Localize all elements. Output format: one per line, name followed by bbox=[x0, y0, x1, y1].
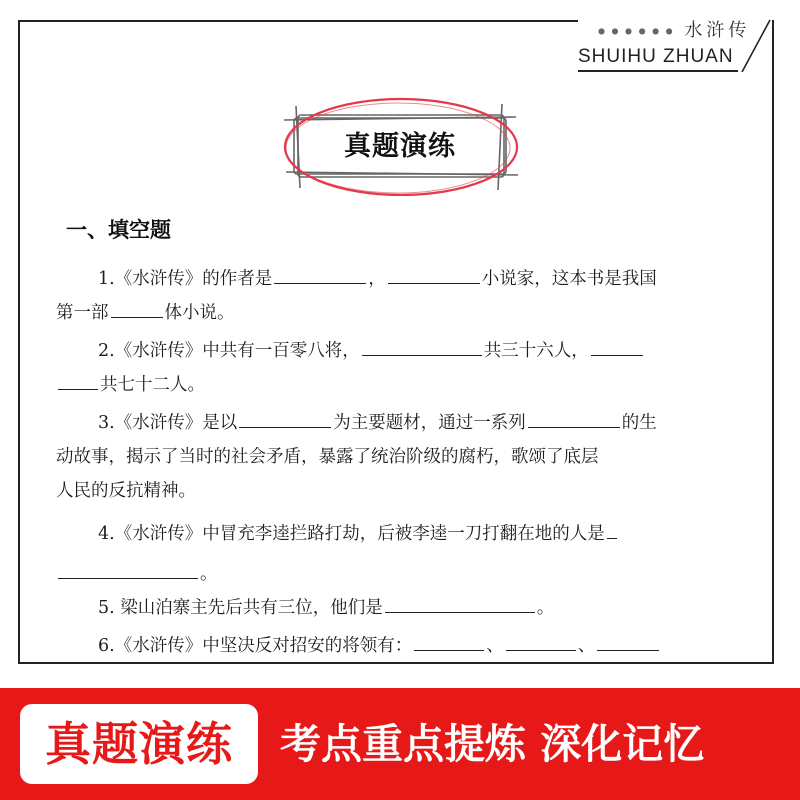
q5-blank-1 bbox=[385, 592, 535, 613]
q3-text-a: 3.《水浒传》是以 bbox=[98, 413, 238, 433]
q5-text-b: 。 bbox=[536, 598, 555, 618]
section-heading: 一、填空题 bbox=[66, 218, 171, 242]
question-2 bbox=[56, 334, 760, 402]
q2-text-c: 共七十二人。 bbox=[100, 375, 205, 395]
q6-blank-2 bbox=[506, 630, 576, 651]
q3-text-c: 的生 bbox=[621, 413, 657, 433]
q6-blank-3 bbox=[597, 630, 659, 651]
q1-text-e: 体小说。 bbox=[164, 303, 235, 323]
q2-text-b: 共三十六人， bbox=[483, 341, 589, 361]
q1-blank-3 bbox=[111, 297, 163, 318]
frame-top-rule bbox=[18, 20, 578, 22]
brand-underline bbox=[578, 70, 738, 72]
banner-slogan: 考点重点提炼 深化记忆 bbox=[280, 720, 705, 768]
question-6 bbox=[56, 629, 760, 663]
brand-slash-ornament bbox=[728, 12, 788, 72]
q4-text-b: 。 bbox=[200, 564, 218, 584]
q1-text-b: ， bbox=[368, 269, 386, 289]
q4-text-a: 4.《水浒传》中冒充李逵拦路打劫，后被李逵一刀打翻在地的人是 bbox=[98, 524, 605, 544]
q2-blank-2b bbox=[58, 369, 98, 390]
q4-blank-a bbox=[607, 518, 617, 539]
q3-blank-2 bbox=[528, 407, 620, 428]
q1-blank-2 bbox=[388, 263, 480, 284]
promo-banner bbox=[0, 688, 800, 800]
page-title: 真题演练 bbox=[344, 131, 456, 162]
brand-english: SHUIHU ZHUAN bbox=[578, 46, 734, 67]
q6-blank-1 bbox=[414, 630, 484, 651]
question-4 bbox=[56, 517, 760, 591]
q4-blank-b bbox=[58, 558, 198, 579]
question-5 bbox=[56, 591, 760, 625]
title-badge bbox=[280, 96, 520, 196]
q2-blank-1 bbox=[362, 335, 482, 356]
question-3 bbox=[56, 406, 760, 508]
q2-text-a: 2.《水浒传》中共有一百零八将， bbox=[98, 341, 360, 361]
q2-blank-2a bbox=[591, 335, 643, 356]
q6-text-a: 6.《水浒传》中坚决反对招安的将领有： bbox=[98, 636, 413, 656]
q1-blank-1 bbox=[274, 263, 366, 284]
dots-ornament: ● ● ● ● ● ● bbox=[598, 26, 675, 36]
q1-text-c: 小说家，这本书是我国 bbox=[481, 269, 657, 289]
q5-text-a: 5. 梁山泊寨主先后共有三位，他们是 bbox=[98, 598, 383, 618]
q3-blank-1 bbox=[239, 407, 331, 428]
q6-text-b: 、 bbox=[486, 636, 504, 656]
brand-chinese-text: 水浒传 bbox=[684, 20, 751, 41]
q3-text-b: 为主要题材，通过一系列 bbox=[333, 413, 526, 433]
q1-text-d: 第一部 bbox=[56, 303, 109, 323]
q1-text-a: 1.《水浒传》的作者是 bbox=[98, 269, 273, 289]
banner-tag: 真题演练 bbox=[20, 704, 258, 784]
q6-text-c: 、 bbox=[577, 636, 596, 656]
question-1 bbox=[56, 262, 760, 330]
q3-text-e: 人民的反抗精神。 bbox=[56, 481, 196, 501]
q3-text-d: 动故事，揭示了当时的社会矛盾，暴露了统治阶级的腐朽，歌颂了底层 bbox=[56, 447, 599, 467]
